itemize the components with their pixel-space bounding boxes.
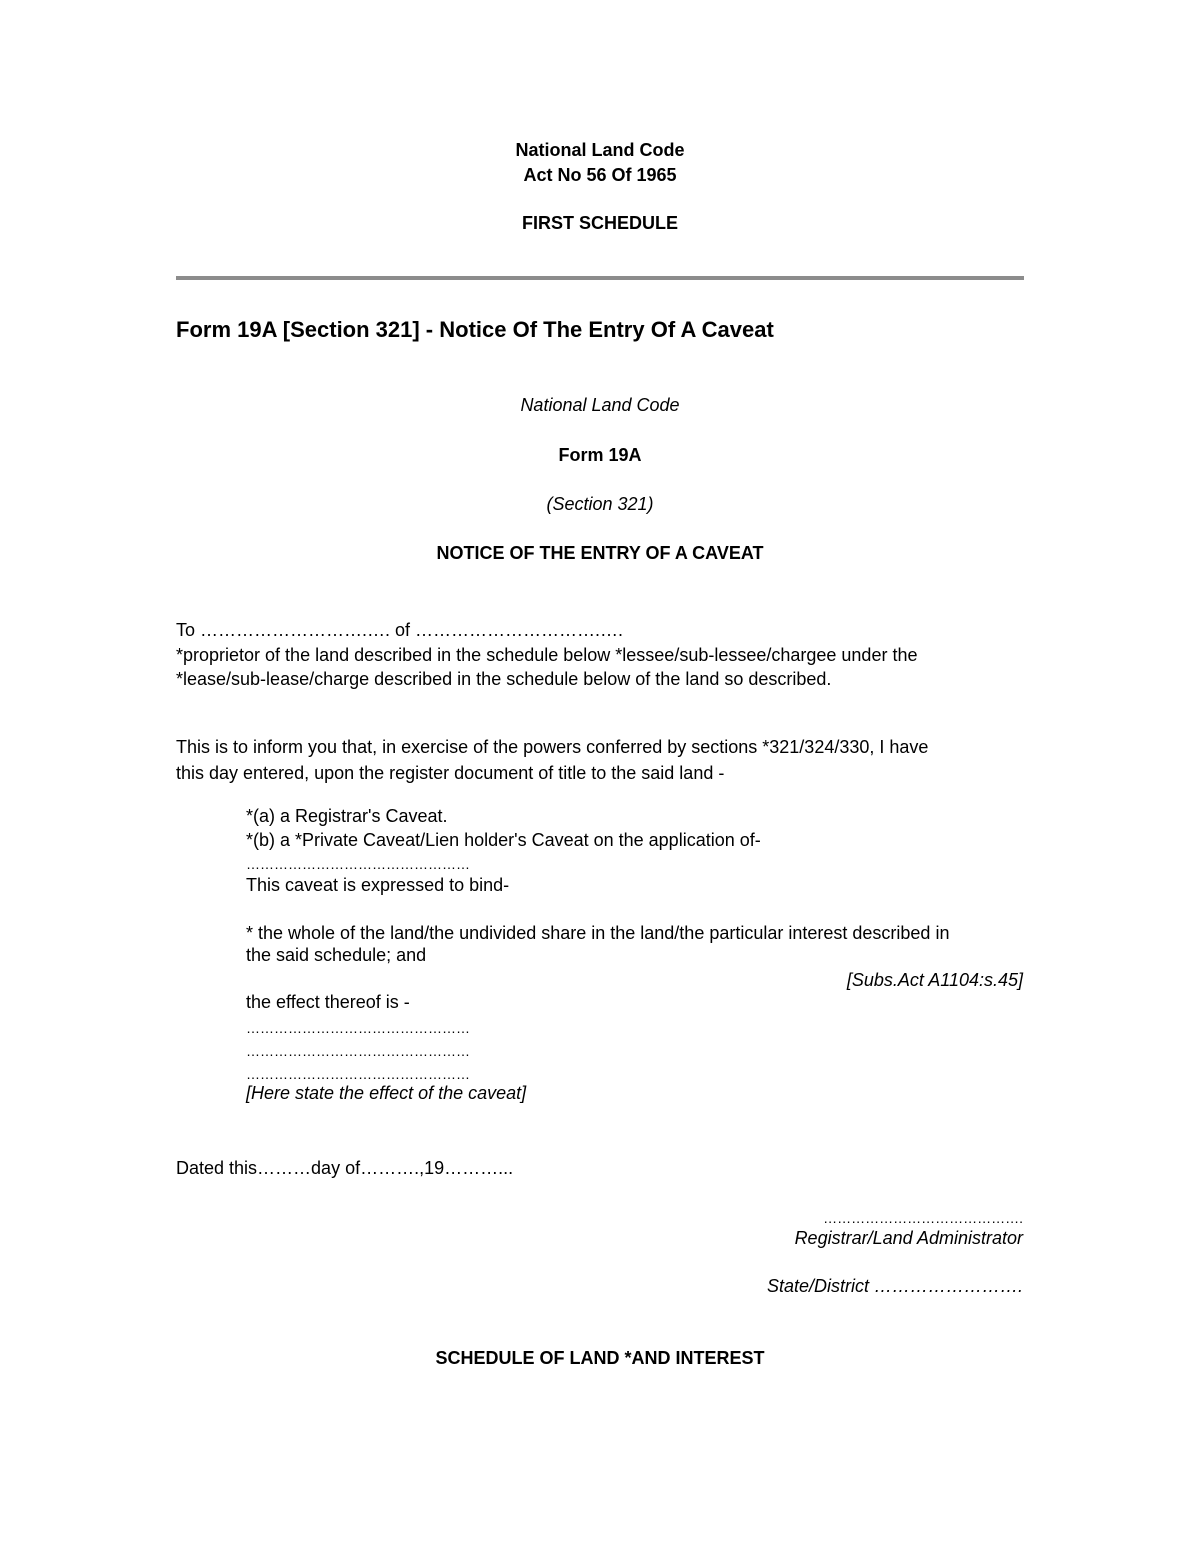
subs-act-note: [Subs.Act A1104:s.45]: [846, 970, 1023, 990]
body-paragraph-line-2: this day entered, upon the register document of title to the said land -: [176, 763, 725, 783]
state-district: [767, 1274, 1023, 1298]
bind-line-1: * the whole of the land/the undivided share in the land/the particular interest described in: [246, 923, 950, 943]
bind-line-2: the said schedule; and: [246, 945, 427, 965]
effect-dots-2: …………………………………………: [246, 1043, 470, 1059]
signature-dots: …………………………………….: [823, 1210, 1023, 1226]
body-paragraph-line-1: This is to inform you that, in exercise of the powers conferred by sections *321/324/330, I have: [176, 737, 929, 757]
form-section: (Section 321): [546, 494, 654, 514]
effect-intro: the effect thereof is -: [246, 992, 410, 1012]
form-code-title: National Land Code: [520, 395, 680, 415]
addressee-line: To ……………………….…. of ………………………….….: [176, 620, 624, 640]
code-title: National Land Code: [515, 140, 685, 160]
horizontal-rule: [176, 276, 1024, 280]
notice-title: NOTICE OF THE ENTRY OF A CAVEAT: [436, 543, 764, 563]
bind-intro: This caveat is expressed to bind-: [246, 875, 510, 895]
form-heading: Form 19A [Section 321] - Notice Of The Entry Of A Caveat: [176, 317, 774, 342]
addressee-description-1: *proprietor of the land described in the schedule below *lessee/sub-lessee/chargee under the: [176, 645, 918, 665]
schedule-title: FIRST SCHEDULE: [521, 213, 678, 233]
schedule-heading: SCHEDULE OF LAND *AND INTEREST: [435, 1348, 765, 1368]
addressee-description-2: *lease/sub-lease/charge described in the schedule below of the land so described.: [176, 669, 832, 689]
item-a: *(a) a Registrar's Caveat.: [246, 806, 448, 826]
registrar-title: Registrar/Land Administrator: [794, 1228, 1023, 1248]
form-number: Form 19A: [558, 445, 642, 465]
dated-line: Dated this………day of……….,19………...: [176, 1158, 514, 1178]
state-district-text: State/District …………………….: [766, 1276, 1023, 1296]
applicant-dots: …………………………………………: [246, 856, 470, 872]
item-b: *(b) a *Private Caveat/Lien holder's Caveat on the application of-: [246, 830, 761, 850]
effect-dots-1: …………………………………………: [246, 1020, 470, 1036]
effect-note: [Here state the effect of the caveat]: [246, 1083, 527, 1103]
act-number: Act No 56 Of 1965: [523, 165, 677, 185]
effect-dots-3: …………………………………………: [246, 1066, 470, 1082]
